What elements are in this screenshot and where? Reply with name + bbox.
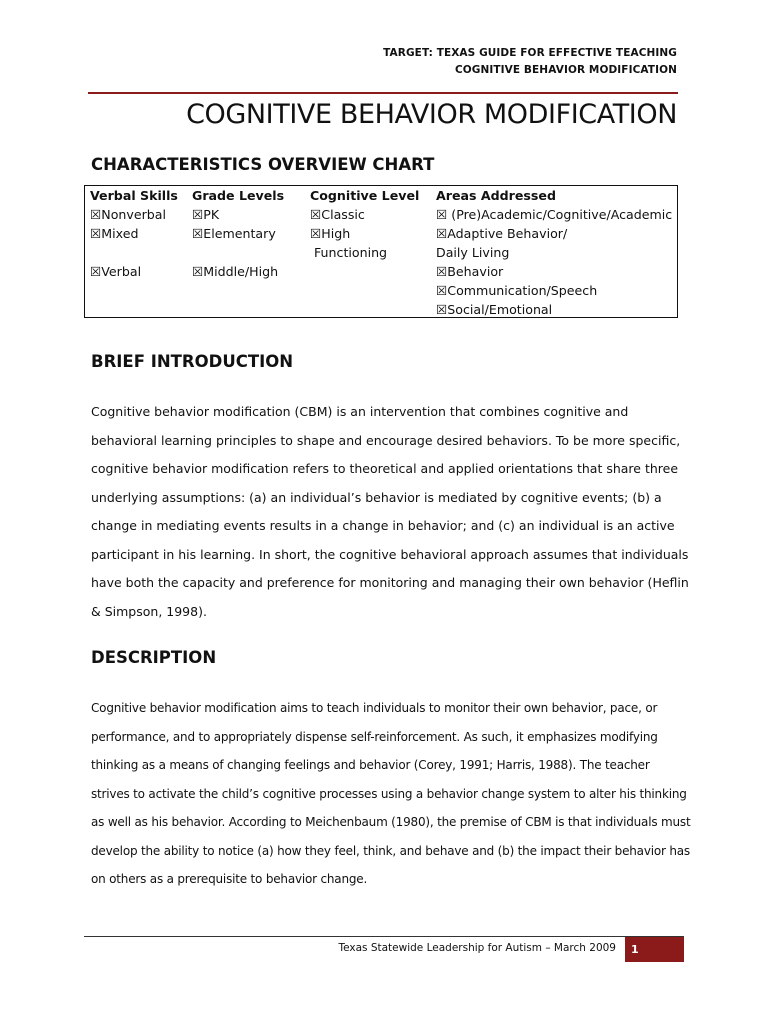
chart-column-header: Cognitive Level bbox=[310, 188, 420, 203]
chart-column-areas-addressed bbox=[436, 186, 673, 317]
intro-paragraph: Cognitive behavior modification (CBM) is an intervention that combines cognitive and behavioral learning principles to shape and encourage desired behaviors. To be more specific, cognitive behavior modification refers to theoretical and applied orientations that share three underlying assumptions: (a) an individual’s behavior is mediated by cognitive events; (b) a change in mediating events results in a change in behavior; and (c) an individual is an active participant in his learning. In short, the cognitive behavioral approach assumes that individuals have both the capacity and preference for monitoring and managing their own behavior (Heflin & Simpson, 1998). bbox=[91, 404, 689, 619]
characteristics-chart bbox=[84, 185, 678, 318]
page-title: COGNITIVE BEHAVIOR MODIFICATION bbox=[186, 99, 677, 130]
header-rule bbox=[88, 92, 678, 94]
footer-text: Texas Statewide Leadership for Autism – March 2009 bbox=[338, 942, 616, 954]
description-paragraph: Cognitive behavior modification aims to teach individuals to monitor their own behavior, pace, or performance, and to appropriately dispense self-reinforcement. As such, it emphasizes modifying thinking as a means of changing feelings and behavior (Corey, 1991; Harris, 1988). The teacher strives to activate the child’s cognitive processes using a behavior change system to alter his thinking as well as his behavior. According to Meichenbaum (1980), the premise of CBM is that individuals must develop the ability to notice (a) how they feel, think, and behave and (b) the impact their behavior has on others as a prerequisite to behavior change. bbox=[91, 701, 691, 886]
chart-cell: ☒Adaptive Behavior/ bbox=[436, 226, 568, 241]
footer-rule bbox=[84, 936, 684, 937]
chart-column-header: Grade Levels bbox=[192, 188, 285, 203]
chart-cell: ☒Verbal bbox=[90, 264, 142, 279]
page-number: 1 bbox=[631, 943, 639, 956]
chart-cell: ☒ (Pre)Academic/Cognitive/Academic bbox=[436, 207, 673, 222]
intro-heading: BRIEF INTRODUCTION bbox=[91, 352, 294, 371]
chart-cell: ☒Mixed bbox=[90, 226, 139, 241]
chart-column-cognitive-level bbox=[310, 186, 420, 260]
chart-cell: ☒Communication/Speech bbox=[436, 283, 598, 298]
chart-cell: ☒PK bbox=[192, 207, 220, 222]
chart-cell: ☒Classic bbox=[310, 207, 365, 222]
chart-cell: Functioning bbox=[310, 245, 388, 260]
chart-cell: ☒Nonverbal bbox=[90, 207, 166, 222]
description-heading: DESCRIPTION bbox=[91, 648, 217, 667]
chart-cell: ☒Behavior bbox=[436, 264, 504, 279]
running-header-line2: COGNITIVE BEHAVIOR MODIFICATION bbox=[454, 64, 677, 76]
chart-cell: Daily Living bbox=[436, 245, 510, 260]
chart-cell: ☒Elementary bbox=[192, 226, 276, 241]
chart-column-header: Areas Addressed bbox=[436, 188, 556, 203]
chart-cell: ☒Middle/High bbox=[192, 264, 279, 279]
chart-column-grade-levels bbox=[192, 186, 285, 279]
page-number-badge bbox=[625, 937, 684, 962]
chart-column-verbal-skills bbox=[90, 186, 178, 279]
chart-cell: ☒High bbox=[310, 226, 351, 241]
chart-cell: ☒Social/Emotional bbox=[436, 302, 553, 317]
running-header-line1: TARGET: TEXAS GUIDE FOR EFFECTIVE TEACHING bbox=[383, 47, 677, 59]
chart-column-header: Verbal Skills bbox=[90, 188, 178, 203]
chart-heading: CHARACTERISTICS OVERVIEW CHART bbox=[91, 155, 435, 174]
